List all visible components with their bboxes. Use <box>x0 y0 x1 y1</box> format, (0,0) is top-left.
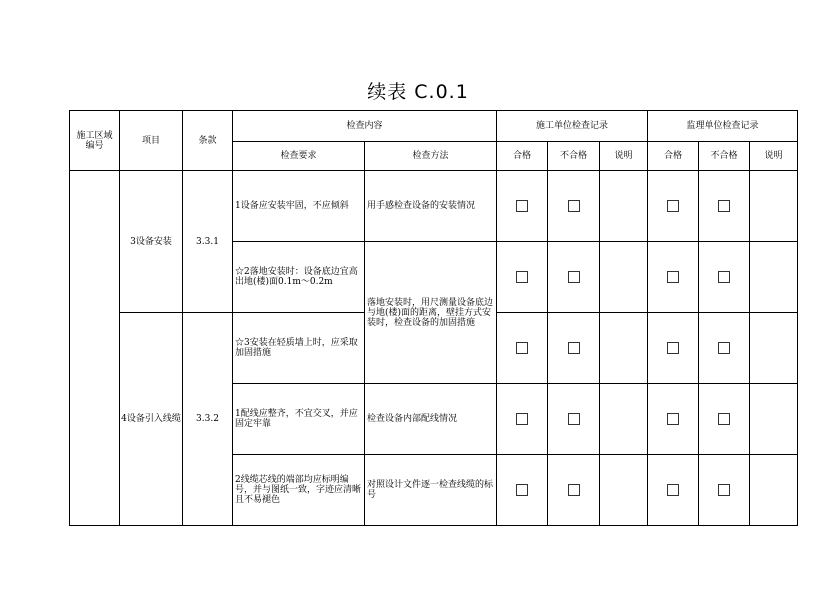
checkbox[interactable] <box>568 484 580 496</box>
supervision-fail-cell[interactable] <box>699 171 750 242</box>
group-clause: 3.3.2 <box>183 313 233 526</box>
header-construction-fail: 不合格 <box>548 142 600 171</box>
checkbox[interactable] <box>718 200 730 212</box>
checkbox[interactable] <box>718 413 730 425</box>
supervision-pass-cell[interactable] <box>648 384 699 455</box>
construction-pass-cell[interactable] <box>497 313 548 384</box>
construction-fail-cell[interactable] <box>548 313 600 384</box>
method-cell: 检查设备内部配线情况 <box>365 384 497 455</box>
header-construction-note: 说明 <box>600 142 648 171</box>
group-clause: 3.3.1 <box>183 171 233 313</box>
requirement-cell: ☆3安装在轻质墙上时，应采取加固措施 <box>233 313 365 384</box>
checkbox[interactable] <box>667 413 679 425</box>
construction-note-cell[interactable] <box>600 313 648 384</box>
header-clause: 条款 <box>183 111 233 171</box>
supervision-fail-cell[interactable] <box>699 242 750 313</box>
construction-note-cell[interactable] <box>600 455 648 526</box>
requirement-cell: 1配线应整齐，不宜交叉，并应固定牢靠 <box>233 384 365 455</box>
checkbox[interactable] <box>568 342 580 354</box>
checkbox[interactable] <box>568 200 580 212</box>
group-item: 4设备引入线缆 <box>120 313 183 526</box>
method-cell: 对照设计文件逐一检查线缆的标号 <box>365 455 497 526</box>
supervision-pass-cell[interactable] <box>648 171 699 242</box>
supervision-fail-cell[interactable] <box>699 455 750 526</box>
header-item: 项目 <box>120 111 183 171</box>
header-inspection-content: 检查内容 <box>233 111 497 142</box>
checkbox[interactable] <box>516 484 528 496</box>
checkbox[interactable] <box>667 484 679 496</box>
construction-fail-cell[interactable] <box>548 171 600 242</box>
supervision-pass-cell[interactable] <box>648 313 699 384</box>
supervision-pass-cell[interactable] <box>648 455 699 526</box>
header-construction-pass: 合格 <box>497 142 548 171</box>
construction-fail-cell[interactable] <box>548 384 600 455</box>
header-supervision-pass: 合格 <box>648 142 699 171</box>
construction-pass-cell[interactable] <box>497 455 548 526</box>
header-supervision-note: 说明 <box>750 142 798 171</box>
checkbox[interactable] <box>667 200 679 212</box>
supervision-note-cell[interactable] <box>750 384 798 455</box>
checkbox[interactable] <box>568 413 580 425</box>
checkbox[interactable] <box>667 271 679 283</box>
supervision-pass-cell[interactable] <box>648 242 699 313</box>
header-area-code: 施工区域编号 <box>70 111 120 171</box>
construction-note-cell[interactable] <box>600 242 648 313</box>
inspection-table <box>69 110 798 526</box>
page-title: 续表 C.0.1 <box>367 81 469 103</box>
construction-note-cell[interactable] <box>600 384 648 455</box>
checkbox[interactable] <box>568 271 580 283</box>
construction-fail-cell[interactable] <box>548 455 600 526</box>
checkbox[interactable] <box>516 413 528 425</box>
checkbox[interactable] <box>718 271 730 283</box>
header-construction-record: 施工单位检查记录 <box>497 111 648 142</box>
header-requirement: 检查要求 <box>233 142 365 171</box>
checkbox[interactable] <box>667 342 679 354</box>
checkbox[interactable] <box>516 200 528 212</box>
header-supervision-record: 监理单位检查记录 <box>648 111 798 142</box>
requirement-cell: 2线缆芯线的端部均应标明编号，并与图纸一致，字迹应清晰且不易褪色 <box>233 455 365 526</box>
checkbox[interactable] <box>516 342 528 354</box>
header-method: 检查方法 <box>365 142 497 171</box>
supervision-fail-cell[interactable] <box>699 313 750 384</box>
supervision-note-cell[interactable] <box>750 242 798 313</box>
area-code-cell[interactable] <box>70 171 120 526</box>
header-supervision-fail: 不合格 <box>699 142 750 171</box>
supervision-fail-cell[interactable] <box>699 384 750 455</box>
supervision-note-cell[interactable] <box>750 171 798 242</box>
construction-note-cell[interactable] <box>600 171 648 242</box>
group-item: 3设备安装 <box>120 171 183 313</box>
method-cell: 落地安装时，用尺测量设备底边与地(楼)面的距离，壁挂方式安装时，检查设备的加固措施 <box>365 242 497 384</box>
supervision-note-cell[interactable] <box>750 313 798 384</box>
checkbox[interactable] <box>516 271 528 283</box>
construction-pass-cell[interactable] <box>497 171 548 242</box>
requirement-cell: ☆2落地安装时：设备底边宜高出地(楼)面0.1m～0.2m <box>233 242 365 313</box>
construction-fail-cell[interactable] <box>548 242 600 313</box>
construction-pass-cell[interactable] <box>497 242 548 313</box>
supervision-note-cell[interactable] <box>750 455 798 526</box>
requirement-cell: 1设备应安装牢固，不应倾斜 <box>233 171 365 242</box>
checkbox[interactable] <box>718 484 730 496</box>
checkbox[interactable] <box>718 342 730 354</box>
construction-pass-cell[interactable] <box>497 384 548 455</box>
method-cell: 用手感检查设备的安装情况 <box>365 171 497 242</box>
